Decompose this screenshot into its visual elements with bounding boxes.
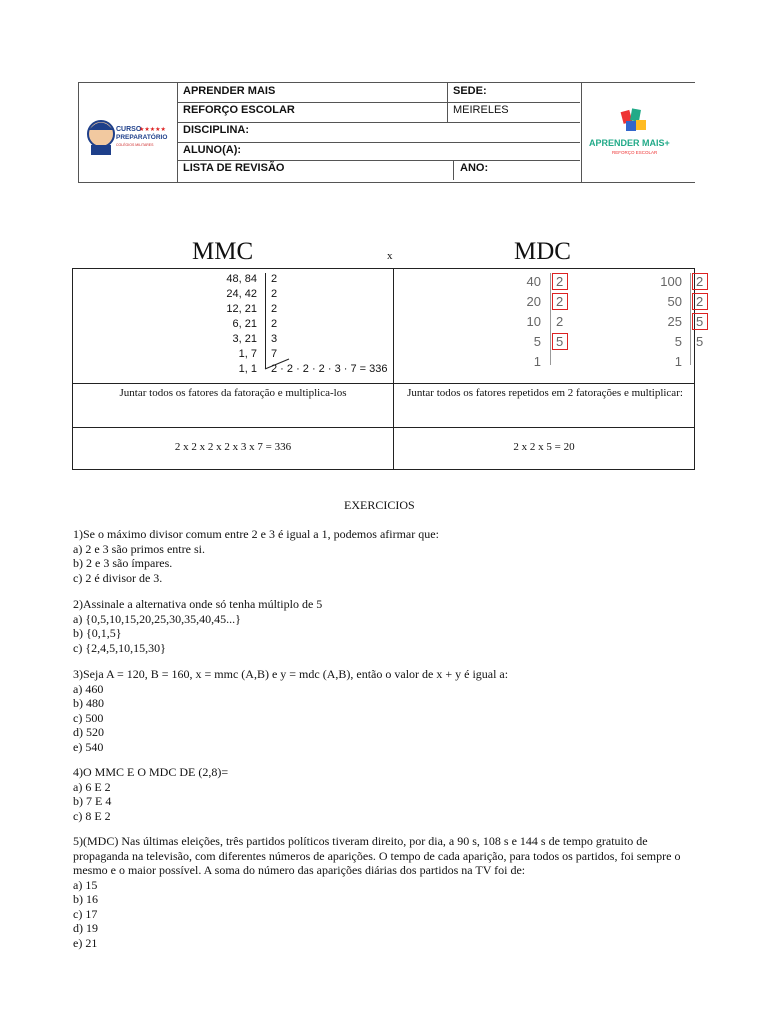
mmc-mdc-table xyxy=(72,268,704,470)
mmc-factor: 2 · 2 · 2 · 2 · 3 · 7 = 336 xyxy=(271,363,388,375)
answer-option: c) 2 é divisor de 3. xyxy=(73,570,163,585)
logo-brand: APRENDER MAIS+ xyxy=(589,138,670,148)
header-row-school xyxy=(178,83,580,103)
question-text: 2)Assinale a alternativa onde só tenha múltiplo de 5 xyxy=(73,597,323,611)
program-name: REFORÇO ESCOLAR xyxy=(183,104,295,116)
answer-option: e) 21 xyxy=(73,935,98,950)
mdc-factor: 5 xyxy=(556,334,564,349)
title-separator: x xyxy=(387,250,393,262)
curso-preparatorio-logo xyxy=(79,83,178,182)
mdc-dividend: 20 xyxy=(526,294,541,309)
exercise-question xyxy=(73,834,698,950)
answer-option: e) 540 xyxy=(73,739,104,754)
mmc-result: 2 x 2 x 2 x 2 x 3 x 7 = 336 xyxy=(174,441,292,453)
mmc-factor: 7 xyxy=(271,348,278,360)
mmc-factor: 2 xyxy=(271,288,278,300)
answer-option: b) 2 e 3 são ímpares. xyxy=(73,556,173,570)
aluno-label: ALUNO(A): xyxy=(183,144,242,156)
answer-option: b) {0,1,5} xyxy=(73,626,122,640)
disciplina-label: DISCIPLINA: xyxy=(183,124,249,136)
mmc-dividend-row: 3, 21 xyxy=(232,333,257,345)
mdc-factorization xyxy=(394,269,704,383)
exercises-title: EXERCICIOS xyxy=(344,498,415,512)
logo-line-2: PREPARATÓRIO xyxy=(116,134,168,141)
mmc-factor: 2 xyxy=(271,318,278,330)
aprender-mais-logo xyxy=(581,83,696,182)
mdc-dividend: 5 xyxy=(533,334,541,349)
exercise-question xyxy=(73,765,698,823)
mmc-factor: 2 xyxy=(271,273,278,285)
mdc-factor: 2 xyxy=(696,294,704,309)
header-fields xyxy=(178,83,580,182)
sede-value: MEIRELES xyxy=(453,104,509,116)
answer-option: c) 8 E 2 xyxy=(73,808,111,823)
answer-option: b) 7 E 4 xyxy=(73,794,112,808)
mdc-dividend: 100 xyxy=(660,274,682,289)
ano-label: ANO: xyxy=(460,162,489,174)
mdc-factor: 2 xyxy=(556,294,564,309)
mdc-factor: 2 xyxy=(556,314,564,329)
mmc-factorization xyxy=(73,269,393,383)
header-row-aluno xyxy=(178,142,580,161)
logo-line-3: COLÉGIOS MILITARES xyxy=(116,143,154,147)
mmc-dividend-row: 48, 84 xyxy=(226,273,257,285)
question-text: 4)O MMC E O MDC DE (2,8)= xyxy=(73,765,229,779)
answer-option: c) 500 xyxy=(73,710,104,725)
mmc-dividend-row: 24, 42 xyxy=(226,288,257,300)
mdc-dividend: 40 xyxy=(526,274,541,289)
question-text: 5)(MDC) Nas últimas eleições, três partidos políticos tiveram direito, por dia, a 90 s, 108 s e 144 s de tempo gratuito de propaganda na televisão, com diferentes números de aparições. O tempo de cada aparição, para todos os partidos, foi sempre o mesmo e o maior possível. A soma do número das aparições diárias dos partidos na TV foi de: xyxy=(73,834,681,877)
mdc-result: 2 x 2 x 5 = 20 xyxy=(513,441,575,453)
header-row-lista xyxy=(178,160,580,180)
answer-option: a) 460 xyxy=(73,681,104,696)
answer-option: b) 480 xyxy=(73,696,104,710)
school-name: APRENDER MAIS xyxy=(183,85,276,97)
svg-text:★★★★★: ★★★★★ xyxy=(139,127,166,133)
answer-option: c) {2,4,5,10,15,30} xyxy=(73,640,166,655)
mmc-dividend-row: 6, 21 xyxy=(232,318,257,330)
mmc-title: MMC xyxy=(192,238,254,265)
mdc-factor: 5 xyxy=(696,334,704,349)
answer-option: d) 19 xyxy=(73,921,98,935)
answer-option: a) 15 xyxy=(73,877,98,892)
common-factor-highlight xyxy=(692,313,708,330)
document-header xyxy=(78,82,695,183)
common-factor-highlight xyxy=(552,273,568,290)
question-text: 1)Se o máximo divisor comum entre 2 e 3 é igual a 1, podemos afirmar que: xyxy=(73,527,439,541)
header-row-program xyxy=(178,102,580,123)
exercise-question xyxy=(73,597,698,655)
answer-option: b) 16 xyxy=(73,892,98,906)
exercise-question xyxy=(73,527,698,585)
mmc-dividend-row: 1, 7 xyxy=(238,348,257,360)
mdc-factor: 5 xyxy=(696,314,704,329)
common-factor-highlight xyxy=(692,273,708,290)
sede-label: SEDE: xyxy=(453,85,487,97)
mmc-dividend-row: 1, 1 xyxy=(238,363,257,375)
common-factor-highlight xyxy=(552,293,568,310)
common-factor-highlight xyxy=(692,293,708,310)
mdc-dividend: 5 xyxy=(674,334,682,349)
answer-option: a) {0,5,10,15,20,25,30,35,40,45...} xyxy=(73,611,241,626)
mdc-divider-line xyxy=(550,273,551,365)
mmc-factor: 2 xyxy=(271,303,278,315)
question-text: 3)Seja A = 120, B = 160, x = mmc (A,B) e y = mdc (A,B), então o valor de x + y é igual a: xyxy=(73,667,509,681)
logo-line-1: CURSO xyxy=(116,126,142,133)
mdc-factor: 2 xyxy=(556,274,564,289)
mmc-factor: 3 xyxy=(271,333,278,345)
mdc-divider-line xyxy=(690,273,691,365)
common-factor-highlight xyxy=(552,333,568,350)
mdc-title: MDC xyxy=(514,238,571,265)
mdc-rule: Juntar todos os fatores repetidos em 2 fatorações e multiplicar: xyxy=(407,387,683,399)
mmc-dividend-row: 12, 21 xyxy=(226,303,257,315)
exercise-question xyxy=(73,667,698,754)
mdc-dividend: 10 xyxy=(526,314,541,329)
header-row-disciplina xyxy=(178,122,580,143)
mdc-dividend: 25 xyxy=(667,314,682,329)
lista-label: LISTA DE REVISÃO xyxy=(183,162,285,174)
mdc-dividend: 1 xyxy=(674,354,682,369)
mdc-dividend: 50 xyxy=(667,294,682,309)
answer-option: c) 17 xyxy=(73,906,98,921)
mdc-dividend: 1 xyxy=(533,354,541,369)
logo-tagline: REFORÇO ESCOLAR xyxy=(612,150,658,155)
mdc-factor: 2 xyxy=(696,274,704,289)
answer-option: a) 2 e 3 são primos entre si. xyxy=(73,541,205,556)
mmc-rule: Juntar todos os fatores da fatoração e multiplica-los xyxy=(119,387,347,399)
answer-option: d) 520 xyxy=(73,725,104,739)
answer-option: a) 6 E 2 xyxy=(73,779,111,794)
